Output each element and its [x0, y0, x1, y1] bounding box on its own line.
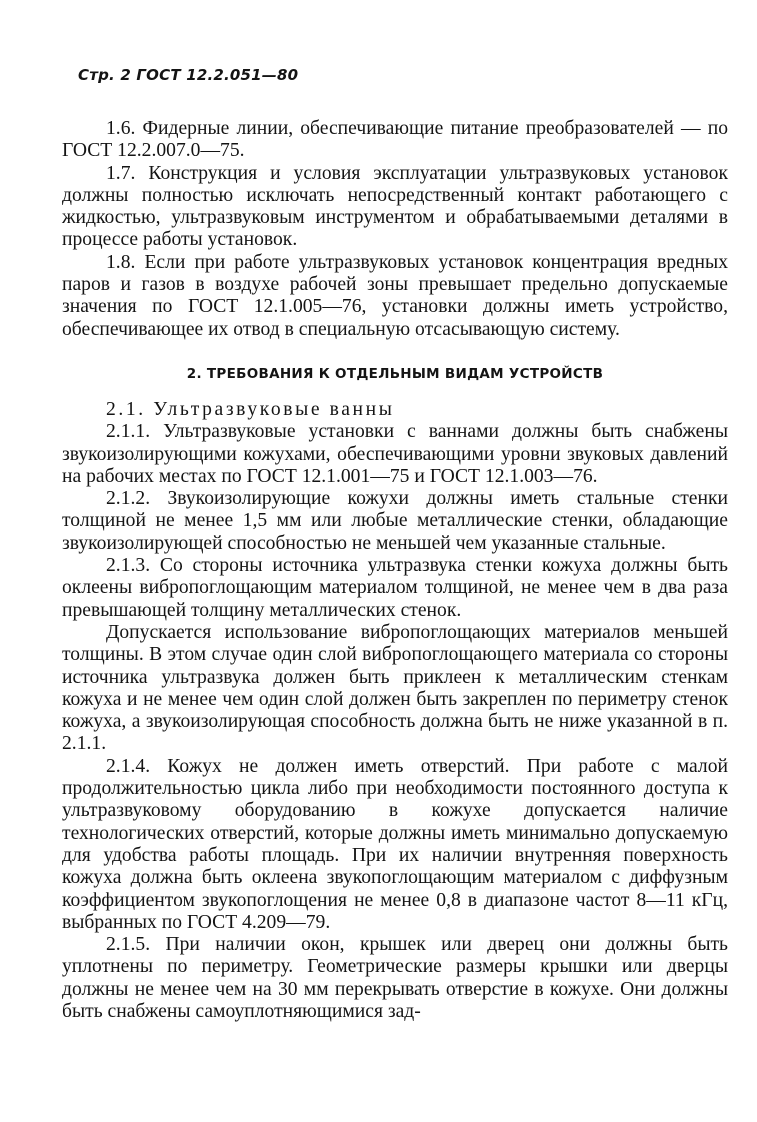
paragraph-2-1-2: 2.1.2. Звукоизолирующие кожухи должны иметь стальные стенки толщиной не менее 1,5 мм или любые металлические стенки, обладающие звукоизолирующей способностью не меньшей чем указанные стальные. [62, 488, 728, 554]
paragraph-2-1-3: 2.1.3. Со стороны источника ультразвука стенки кожуха должны быть оклеены вибропоглощающим материалом толщиной, не менее чем в два раза превышающей толщину металлических стенок. [62, 555, 728, 621]
paragraph-1-6: 1.6. Фидерные линии, обеспечивающие питание преобразователей — по ГОСТ 12.2.007.0—75. [62, 118, 728, 162]
page-header: Стр. 2 ГОСТ 12.2.051—80 [78, 66, 299, 84]
paragraph-2-1-4: 2.1.4. Кожух не должен иметь отверстий. При работе с малой продолжительностью цикла либо при необходимости постоянного доступа к ультразвуковому оборудованию в кожухе допускается наличие технологических отверстий, которые должны иметь минимально допускаемую для удобства работы площадь. При их наличии внутренняя поверхность кожуха должна быть оклеена звукопоглощающим материалом с диффузным коэффициентом звукопоглощения не менее 0,8 в диапазоне частот 8—11 кГц, выбранных по ГОСТ 4.209—79. [62, 755, 728, 933]
paragraph-2-1-1: 2.1.1. Ультразвуковые установки с ваннами должны быть снабжены звукоизолирующими кожухами, обеспечивающими уровни звуковых давлений на рабочих местах по ГОСТ 12.1.001—75 и ГОСТ 12.1.003—76. [62, 421, 728, 487]
paragraph-2-1-3-cont: Допускается использование вибропоглощающих материалов меньшей толщины. В этом случае один слой вибропоглощающего материала со стороны источника ультразвука должен быть приклеен к металлическим стенкам кожуха и не менее чем один слой должен быть закреплен по периметру стенок кожуха, а звукоизолирующая способность должна быть не ниже указанной в п. 2.1.1. [62, 621, 728, 755]
section-title: 2. ТРЕБОВАНИЯ К ОТДЕЛЬНЫМ ВИДАМ УСТРОЙСТВ [186, 365, 604, 382]
paragraph-1-7: 1.7. Конструкция и условия эксплуатации ультразвуковых установок должны полностью исключать непосредственный контакт работающего с жидкостью, ультразвуковым инструментом и обрабатываемыми деталями в процессе работы установок. [62, 162, 728, 251]
document-body [62, 118, 728, 1023]
subsection-title: 2.1. Ультразвуковые ванны [106, 398, 395, 420]
paragraph-1-8: 1.8. Если при работе ультразвуковых установок концентрация вредных паров и газов в воздухе рабочей зоны превышает предельно допускаемые значения по ГОСТ 12.1.005—76, установки должны иметь устройство, обеспечивающее их отвод в специальную отсасывающую систему. [62, 251, 728, 340]
paragraph-2-1-5: 2.1.5. При наличии окон, крышек или дверец они должны быть уплотнены по периметру. Геометрические размеры крышки или дверцы должны не менее чем на 30 мм перекрывать отверстие в кожухе. Они должны быть снабжены самоуплотняющимися зад- [62, 934, 728, 1022]
